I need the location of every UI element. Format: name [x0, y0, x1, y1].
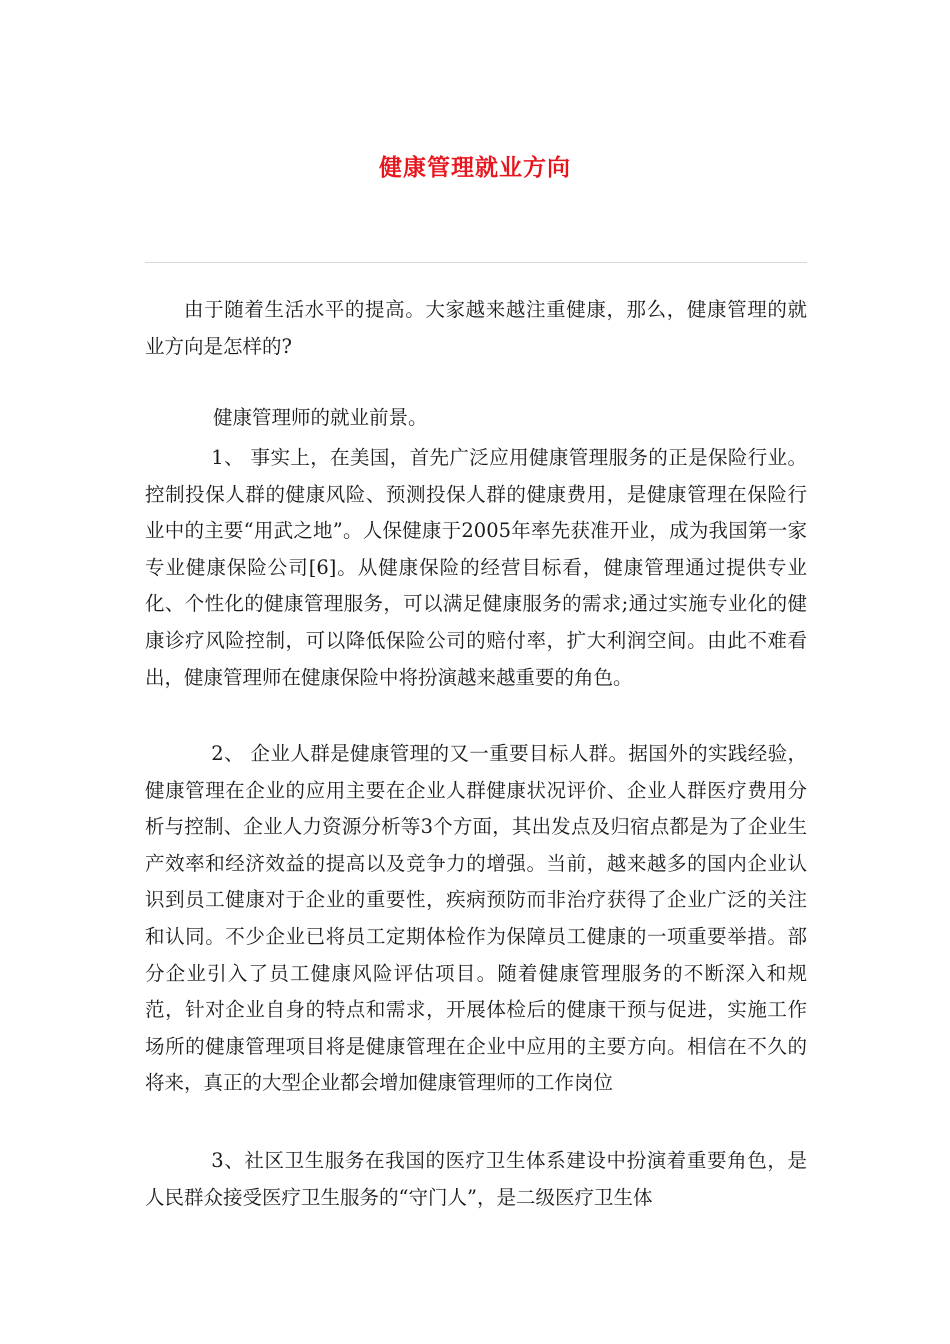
paragraph-2-enterprise: 2、 企业人群是健康管理的又一重要目标人群。据国外的实践经验，健康管理在企业的应用主要在企业人群健康状况评价、企业人群医疗费用分析与控制、企业人力资源分析等3个方面，其出发点及归宿点都是为了企业生产效率和经济效益的提高以及竞争力的增强。当前，越来越多的国内企业认识到员工健康对于企业的重要性，疾病预防而非治疗获得了企业广泛的关注和认同。不少企业已将员工定期体检作为保障员工健康的一项重要举措。部分企业引入了员工健康风险评估项目。随着健康管理服务的不断深入和规范，针对企业自身的特点和需求，开展体检后的健康干预与促进，实施工作场所的健康管理项目将是健康管理在企业中应用的主要方向。相信在不久的将来，真正的大型企业都会增加健康管理师的工作岗位: [145, 742, 807, 1095]
paragraph-intro: 由于随着生活水平的提高。大家越来越注重健康，那么，健康管理的就业方向是怎样的?: [145, 298, 807, 358]
paragraph-lead: 健康管理师的就业前景。: [213, 406, 428, 429]
document-title: 健康管理就业方向: [379, 155, 571, 182]
paragraph-3-community: 3、社区卫生服务在我国的医疗卫生体系建设中扮演着重要角色，是人民群众接受医疗卫生服务的“守门人”，是二级医疗卫生体: [145, 1149, 807, 1209]
title-divider: [145, 262, 807, 263]
paragraph-1-insurance: 1、 事实上，在美国，首先广泛应用健康管理服务的正是保险行业。控制投保人群的健康风险、预测投保人群的健康费用，是健康管理在保险行业中的主要“用武之地”。人保健康于2005年率先获准开业，成为我国第一家专业健康保险公司[6]。从健康保险的经营目标看，健康管理通过提供专业化、个性化的健康管理服务，可以满足健康服务的需求;通过实施专业化的健康诊疗风险控制，可以降低保险公司的赔付率，扩大利润空间。由此不难看出，健康管理师在健康保险中将扮演越来越重要的角色。: [145, 446, 807, 689]
